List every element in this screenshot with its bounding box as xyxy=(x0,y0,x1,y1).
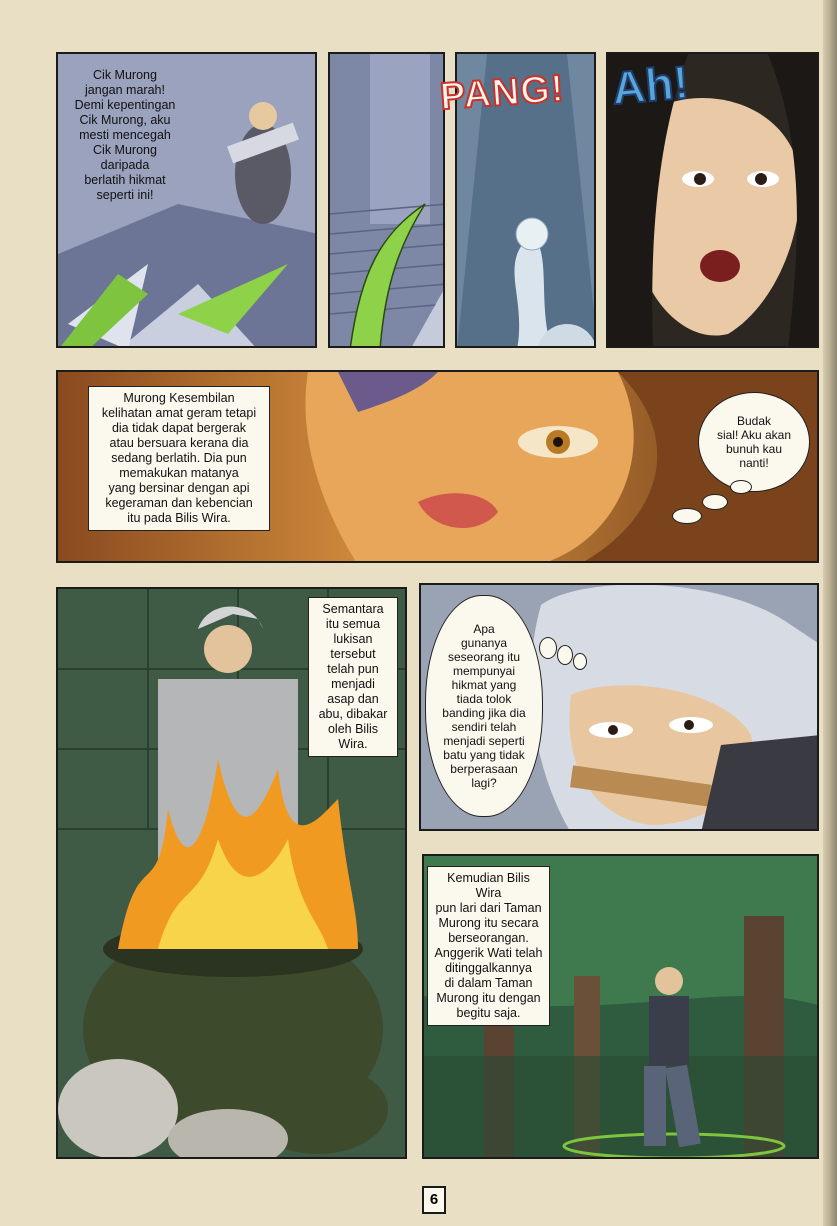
caption-line: yang bersinar dengan api xyxy=(108,481,250,495)
panel-2 xyxy=(328,52,445,348)
bubble-line: hikmat yang xyxy=(451,678,517,692)
caption-line: Cik Murong xyxy=(93,68,157,82)
panel-6 xyxy=(56,587,407,1159)
panel-5-caption xyxy=(88,386,270,531)
caption-line: sedang berlatih. Dia pun xyxy=(111,451,247,465)
bubble-line: banding jika dia xyxy=(442,706,526,720)
caption-line: Cik Murong xyxy=(93,143,157,157)
thought-dot xyxy=(730,480,752,494)
bubble-line: berperasaan xyxy=(450,762,518,776)
panel-7 xyxy=(419,583,819,831)
caption-line: asap dan xyxy=(327,692,379,706)
panel-7-speech-bubble xyxy=(425,595,543,817)
caption-line: ditinggalkannya xyxy=(445,961,532,975)
thought-dot xyxy=(573,653,587,670)
caption-line: di dalam Taman xyxy=(444,976,533,990)
caption-line: memakukan matanya xyxy=(119,466,239,480)
sfx-ah: Ah! xyxy=(609,55,691,115)
caption-line: berlatih hikmat xyxy=(84,173,166,187)
caption-line: seperti ini! xyxy=(96,188,154,202)
caption-line: Cik Murong, aku xyxy=(79,113,171,127)
caption-line: kelihatan amat geram tetapi xyxy=(101,406,257,420)
thought-dot xyxy=(539,637,557,659)
thought-dot xyxy=(557,645,573,665)
caption-line: Demi kepentingan xyxy=(74,98,176,112)
bubble-line: mempunyai xyxy=(452,664,516,678)
caption-line: begitu saja. xyxy=(456,1006,521,1020)
panel-1 xyxy=(56,52,317,348)
caption-line: Murong itu dengan xyxy=(436,991,541,1005)
caption-line: jangan marah! xyxy=(85,83,165,97)
caption-line: Semantara xyxy=(322,602,384,616)
panel-5-speech-bubble xyxy=(698,392,810,492)
bubble-line: lagi? xyxy=(471,776,497,790)
caption-line: oleh Bilis xyxy=(327,722,379,736)
thought-dot xyxy=(672,508,702,524)
bubble-line: gunanya xyxy=(460,636,508,650)
caption-line: lukisan xyxy=(333,632,373,646)
caption-line: dia tidak dapat bergerak xyxy=(111,421,247,435)
page-number: 6 xyxy=(422,1186,446,1214)
bubble-line: sial! Aku akan xyxy=(716,428,792,442)
caption-line: tersebut xyxy=(330,647,376,661)
caption-line: atau bersuara kerana dia xyxy=(109,436,249,450)
bubble-line: bunuh kau xyxy=(725,442,783,456)
panel-8-caption xyxy=(427,866,550,1026)
caption-line: Kemudian Bilis Wira xyxy=(447,871,530,900)
caption-line: Murong Kesembilan xyxy=(123,391,235,405)
caption-line: mesti mencegah xyxy=(79,128,171,142)
panel-6-caption xyxy=(308,597,398,757)
panel-1-caption xyxy=(64,64,186,207)
bubble-line: sendiri telah xyxy=(451,720,517,734)
panel-2-art xyxy=(330,54,445,348)
page-edge xyxy=(823,0,837,1226)
bubble-line: tiada tolok xyxy=(456,692,512,706)
bubble-line: Budak xyxy=(736,414,772,428)
caption-line: Murong itu secara xyxy=(438,916,539,930)
caption-line: berseorangan. xyxy=(448,931,529,945)
bubble-line: menjadi seperti xyxy=(443,734,525,748)
caption-line: Wira. xyxy=(338,737,368,751)
bubble-line: seseorang itu xyxy=(447,650,521,664)
caption-line: Anggerik Wati telah xyxy=(434,946,543,960)
sfx-pang: PANG! xyxy=(438,67,566,119)
caption-line: itu semua xyxy=(325,617,381,631)
caption-line: itu pada Bilis Wira. xyxy=(127,511,231,525)
thought-dot xyxy=(702,494,728,510)
bubble-line: nanti! xyxy=(739,456,769,470)
caption-line: abu, dibakar xyxy=(318,707,388,721)
caption-line: pun lari dari Taman xyxy=(435,901,542,915)
bubble-line: Apa xyxy=(473,622,495,636)
panel-8 xyxy=(422,854,819,1159)
panel-5 xyxy=(56,370,819,563)
caption-line: menjadi xyxy=(331,677,375,691)
bubble-line: batu yang tidak xyxy=(443,748,525,762)
caption-line: kegeraman dan kebencian xyxy=(105,496,253,510)
caption-line: daripada xyxy=(100,158,150,172)
caption-line: telah pun xyxy=(327,662,379,676)
